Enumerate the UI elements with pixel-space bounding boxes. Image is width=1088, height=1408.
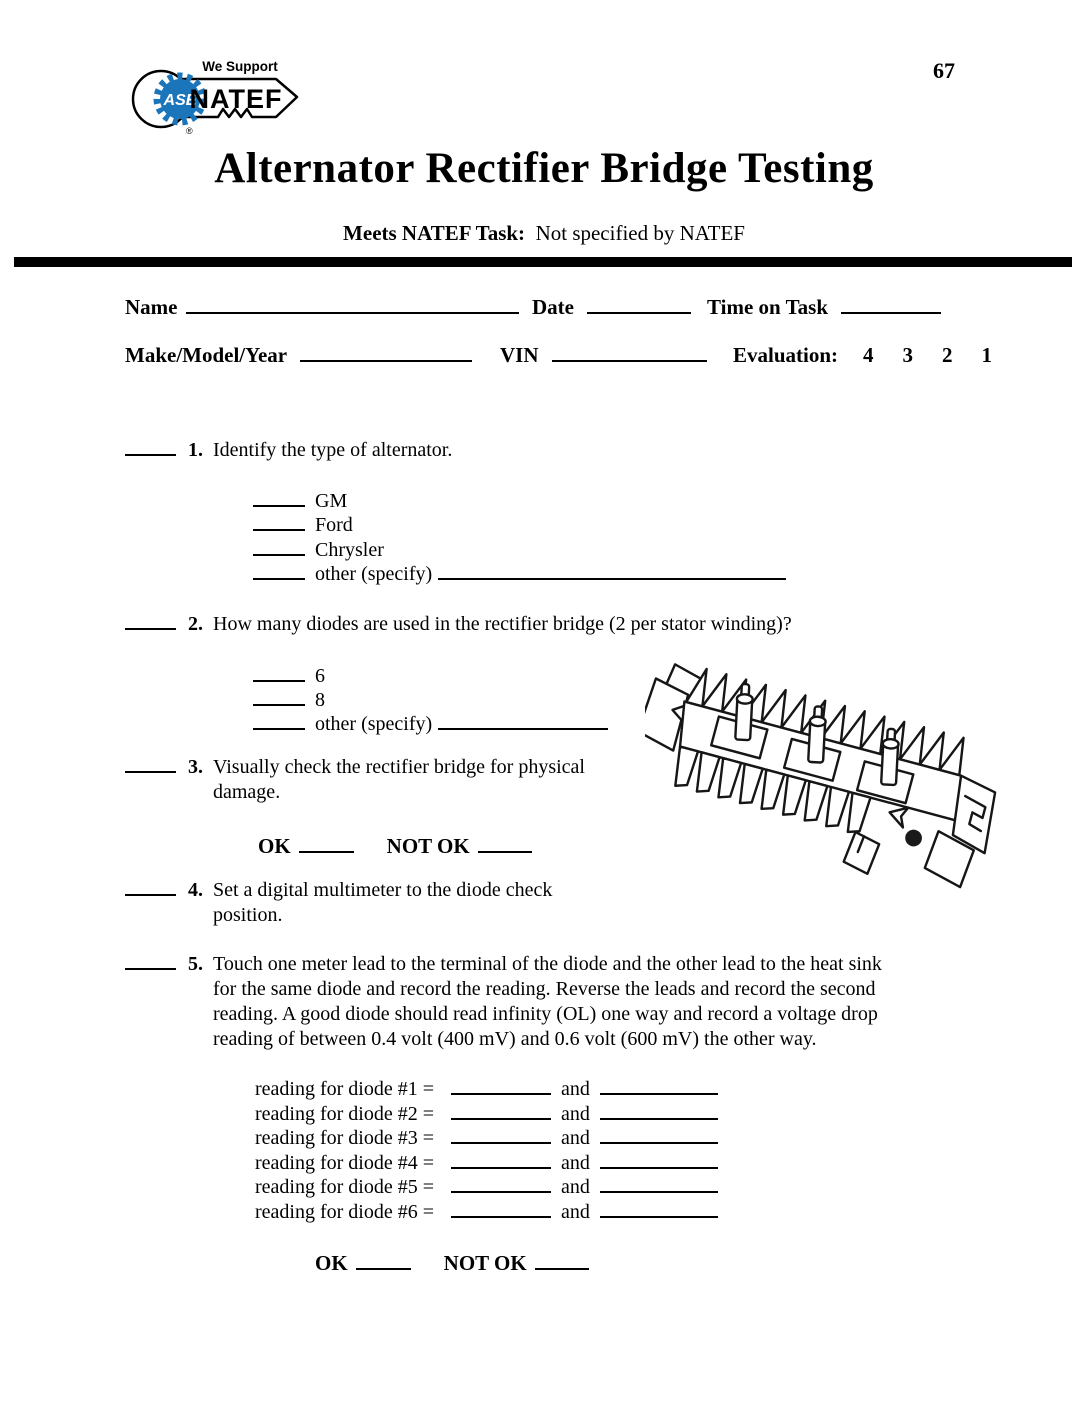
option-label: 6 [315, 665, 325, 687]
diode-readings [255, 1077, 718, 1225]
vin-field [500, 343, 707, 368]
reading-blank-second [600, 1126, 718, 1144]
question-text: How many diodes are used in the rectifier bridge (2 per stator winding)? [213, 613, 792, 635]
question-number: 2. [188, 613, 203, 635]
question-number: 4. [188, 879, 203, 901]
option-blank [253, 489, 305, 507]
and-label: and [561, 1176, 590, 1199]
reading-blank-second [600, 1102, 718, 1120]
question-text-line: reading of between 0.4 volt (400 mV) and 0.6 volt (600 mV) the other way. [213, 1028, 817, 1050]
question-blank [125, 755, 176, 773]
question-blank [125, 952, 176, 970]
evaluation-score-3: 3 [902, 343, 914, 367]
reading-blank-first [451, 1151, 551, 1169]
divider-rule [14, 257, 1072, 267]
option-6 [253, 664, 325, 688]
reading-row [255, 1102, 718, 1127]
other-specify-label: other (specify) [315, 563, 433, 585]
reading-blank-first [451, 1102, 551, 1120]
question-text-line: Set a digital multimeter to the diode check [213, 879, 553, 901]
ok-label: OK [315, 1251, 348, 1275]
ok-check-q3 [258, 834, 532, 859]
ok-label: OK [258, 834, 291, 858]
question-number: 3. [188, 756, 203, 778]
option-chrysler [253, 538, 384, 562]
reading-row [255, 1200, 718, 1225]
question-text-line: damage. [213, 781, 281, 803]
question-text [213, 952, 983, 1052]
evaluation-score-1: 1 [981, 343, 993, 367]
vin-label: VIN [500, 343, 539, 367]
not-ok-blank [478, 835, 532, 853]
reading-label: reading for diode #3 = [255, 1127, 435, 1150]
bottom-tab [842, 831, 880, 875]
not-ok-label: NOT OK [443, 1251, 527, 1275]
other-specify-blank [438, 562, 786, 580]
question-3 [125, 755, 585, 805]
and-label: and [561, 1102, 590, 1125]
reading-blank-second [600, 1151, 718, 1169]
question-text [213, 878, 552, 928]
registered-mark: ® [186, 126, 193, 136]
option-label: 8 [315, 689, 325, 711]
and-label: and [561, 1127, 590, 1150]
other-specify-label: other (specify) [315, 713, 433, 735]
reading-label: reading for diode #5 = [255, 1176, 435, 1199]
reading-label: reading for diode #2 = [255, 1102, 435, 1125]
natef-logo [128, 50, 300, 144]
page-title: Alternator Rectifier Bridge Testing [214, 145, 874, 192]
option-gm [253, 489, 347, 513]
make-model-year-label: Make/Model/Year [125, 343, 288, 367]
not-ok-label: NOT OK [386, 834, 470, 858]
option-blank [253, 538, 305, 556]
reading-row [255, 1175, 718, 1200]
option-8 [253, 688, 325, 712]
evaluation-label: Evaluation: [733, 343, 839, 367]
reading-blank-first [451, 1175, 551, 1193]
ok-check-q5 [315, 1251, 589, 1276]
evaluation-score-4: 4 [863, 343, 874, 367]
question-text-line: Touch one meter lead to the terminal of the diode and the other lead to the heat sink [213, 953, 882, 975]
date-field [532, 295, 691, 320]
option-label: GM [315, 490, 348, 512]
not-ok-blank [535, 1252, 589, 1270]
option-label: Chrysler [315, 539, 384, 561]
option-other-q2 [253, 712, 608, 736]
name-blank [186, 296, 519, 314]
name-field [125, 295, 519, 320]
time-on-task-blank [841, 296, 941, 314]
option-other-q1 [253, 562, 786, 586]
option-ford [253, 513, 353, 537]
logo-natef-text: NATEF [189, 84, 283, 114]
and-label: and [561, 1200, 590, 1223]
make-model-year-blank [300, 344, 472, 362]
page-number: 67 [933, 58, 955, 83]
reading-blank-first [451, 1126, 551, 1144]
option-blank [253, 562, 305, 580]
time-on-task-label: Time on Task [707, 295, 829, 319]
option-label: Ford [315, 514, 353, 536]
ok-blank [356, 1252, 411, 1270]
option-blank [253, 513, 305, 531]
reading-row [255, 1126, 718, 1151]
question-1 [125, 438, 452, 462]
reading-label: reading for diode #1 = [255, 1078, 435, 1100]
question-text-line: reading. A good diode should read infinity (OL) one way and record a voltage drop [213, 1003, 878, 1025]
and-label: and [561, 1151, 590, 1174]
other-specify-blank [438, 712, 608, 730]
evaluation-score-2: 2 [942, 343, 953, 367]
reading-blank-second [600, 1175, 718, 1193]
reading-label: reading for diode #4 = [255, 1151, 435, 1174]
make-model-year-field [125, 343, 472, 368]
vin-blank [552, 344, 707, 362]
rectifier-bridge-illustration [645, 638, 1025, 918]
date-blank [587, 296, 691, 314]
evaluation-field [733, 343, 992, 368]
name-label: Name [125, 295, 178, 319]
ase-badge-text: ASE [163, 92, 197, 109]
reading-blank-first [451, 1077, 551, 1095]
question-5 [125, 952, 983, 1052]
reading-blank-first [451, 1200, 551, 1218]
option-blank [253, 664, 305, 682]
question-number: 5. [188, 953, 203, 975]
time-on-task-field [707, 295, 941, 320]
question-text-line: position. [213, 904, 283, 926]
natef-task-line [0, 221, 1088, 246]
question-text-line: for the same diode and record the reading. Reverse the leads and record the second [213, 978, 876, 1000]
reading-row [255, 1077, 718, 1102]
option-blank [253, 688, 305, 706]
option-blank [253, 712, 305, 730]
question-4 [125, 878, 552, 928]
date-label: Date [532, 295, 574, 319]
question-text: Identify the type of alternator. [213, 439, 453, 461]
question-blank [125, 878, 176, 896]
question-text-line: Visually check the rectifier bridge for physical [213, 756, 585, 778]
logo-we-support-text: We Support [202, 59, 278, 74]
mounting-hole [903, 828, 924, 849]
question-blank [125, 438, 176, 456]
natef-task-value: Not specified by NATEF [535, 221, 745, 245]
question-text [213, 755, 585, 805]
reading-blank-second [600, 1077, 718, 1095]
question-blank [125, 612, 176, 630]
reading-blank-second [600, 1200, 718, 1218]
and-label: and [561, 1078, 590, 1100]
question-2 [125, 612, 792, 636]
ok-blank [299, 835, 354, 853]
question-number: 1. [188, 439, 203, 461]
reading-row [255, 1151, 718, 1176]
natef-task-label: Meets NATEF Task: [343, 221, 526, 245]
reading-label: reading for diode #6 = [255, 1200, 435, 1223]
